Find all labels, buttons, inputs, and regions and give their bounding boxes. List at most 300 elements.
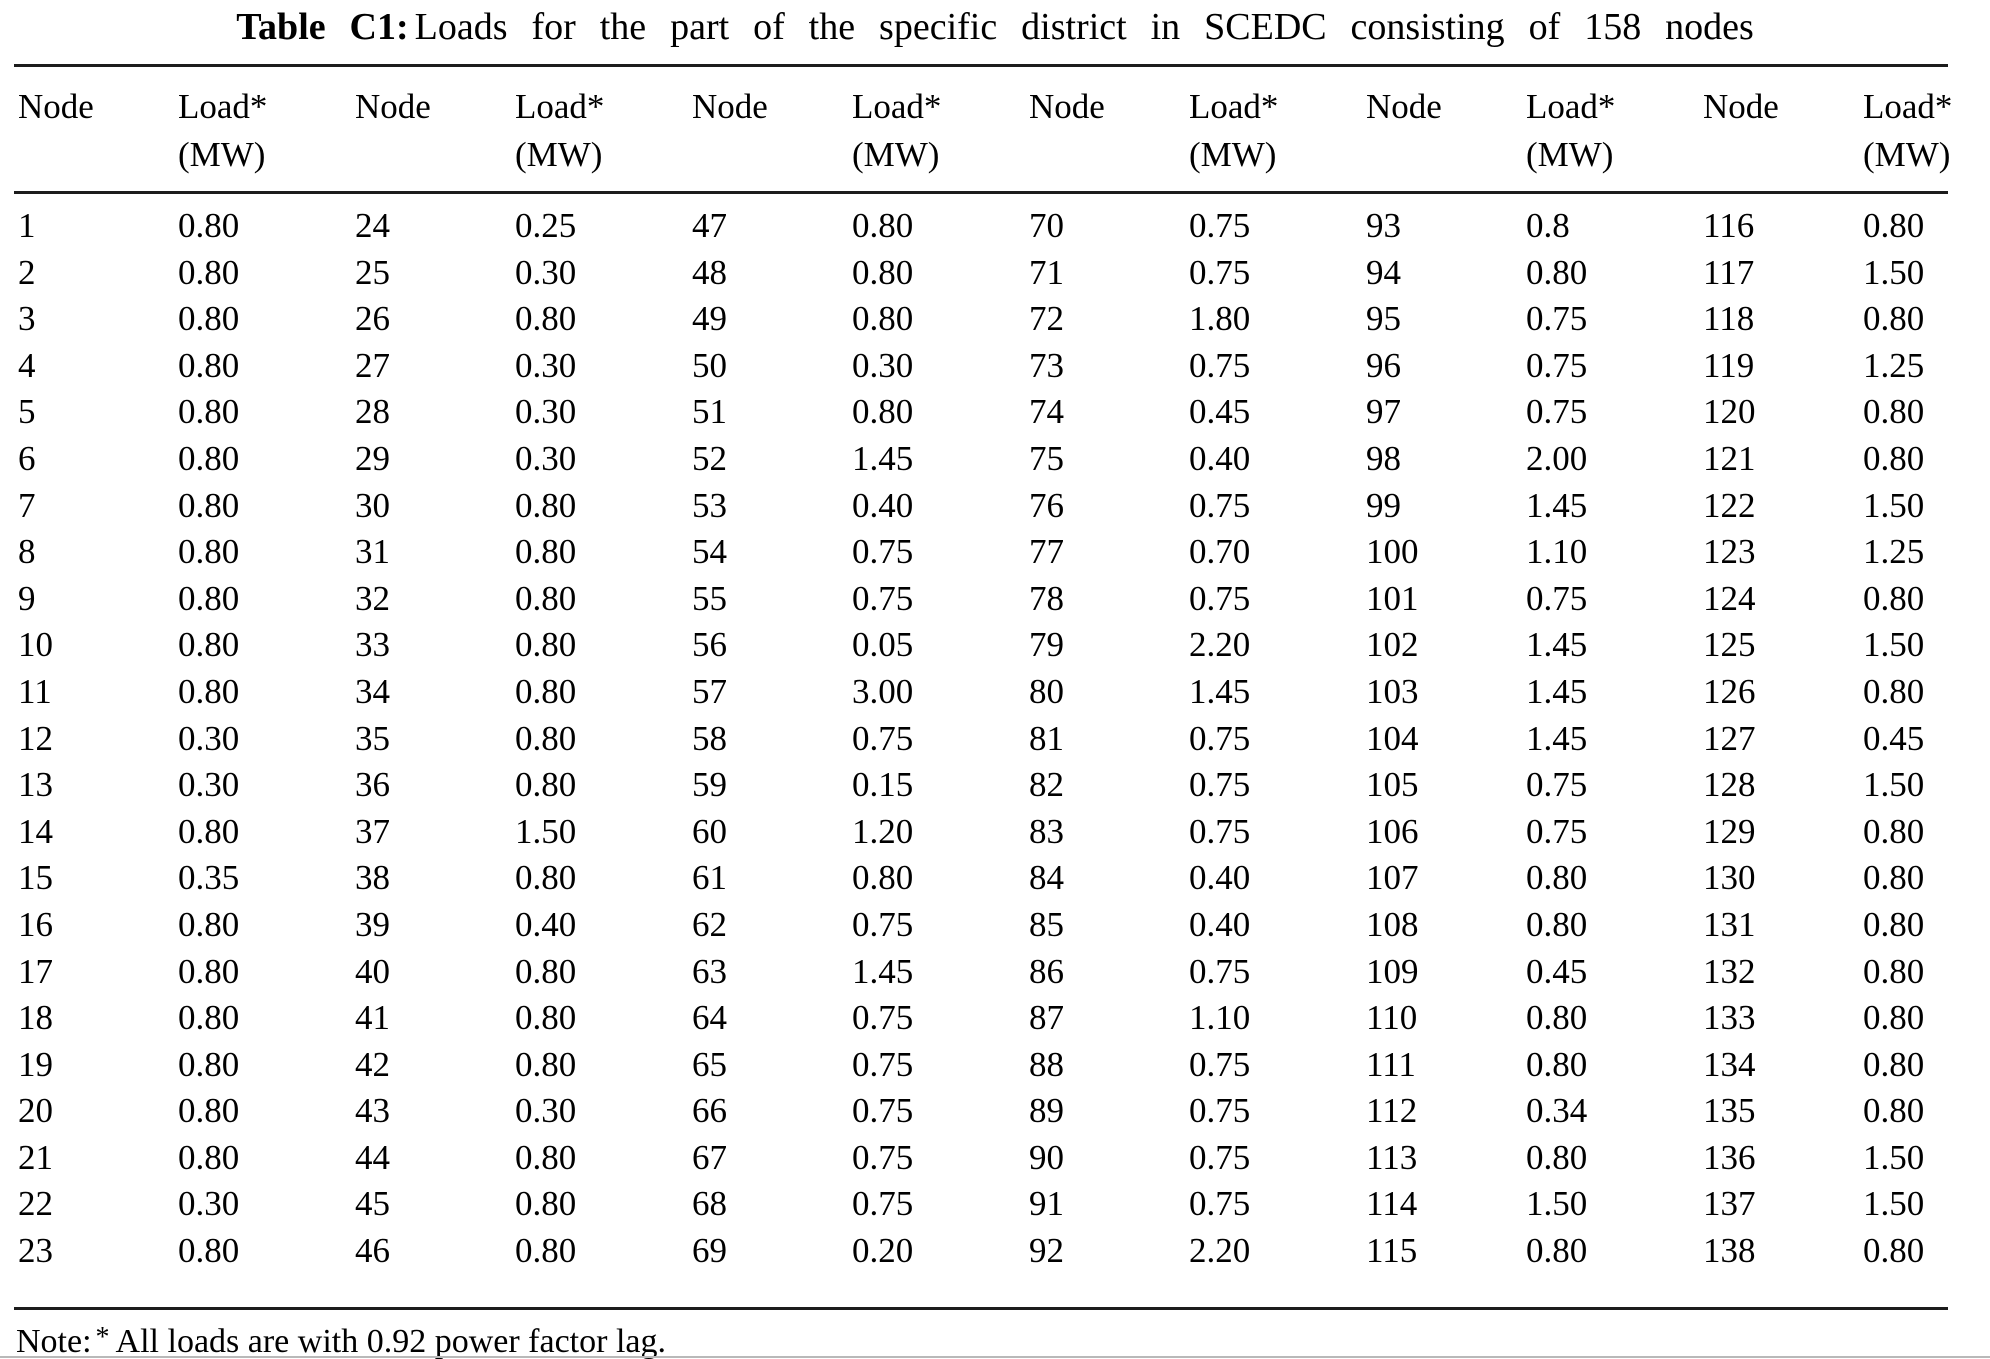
load-cell: 0.80 [178,671,240,711]
node-cell: 41 [355,998,390,1038]
node-cell: 70 [1029,206,1064,245]
node-cell: 57 [692,671,727,711]
load-cell: 2.20 [1189,625,1251,665]
col-header-node: Node [1699,66,1859,193]
table-row [14,1181,1948,1228]
load-cell: 1.10 [1526,532,1588,572]
node-cell: 102 [1366,625,1419,665]
load-cell: 1.50 [1863,625,1925,665]
load-cell: 0.30 [515,438,577,478]
node-cell: 88 [1029,1044,1064,1084]
node-cell: 38 [355,858,390,898]
node-cell: 4 [18,345,36,385]
table-row [14,483,1948,530]
load-cell: 1.45 [852,438,914,478]
load-cell: 1.50 [1863,485,1925,525]
load-cell: 0.34 [1526,1091,1588,1131]
node-cell: 128 [1703,765,1756,805]
page-bottom-rule [0,1356,1990,1358]
load-cell: 0.75 [852,904,914,944]
node-cell: 94 [1366,252,1401,292]
node-cell: 106 [1366,811,1419,851]
load-cell: 0.80 [515,485,577,525]
node-cell: 77 [1029,532,1064,572]
load-cell: 0.30 [178,765,240,805]
node-cell: 62 [692,904,727,944]
node-cell: 126 [1703,671,1756,711]
node-cell: 133 [1703,998,1756,1038]
node-cell: 17 [18,951,53,991]
load-cell: 0.80 [515,532,577,572]
node-cell: 80 [1029,671,1064,711]
load-cell: 0.25 [515,206,577,245]
node-cell: 64 [692,998,727,1038]
load-cell: 0.80 [1863,1091,1925,1131]
node-cell: 132 [1703,951,1756,991]
load-cell: 0.75 [1189,252,1251,292]
node-cell: 125 [1703,625,1756,665]
node-cell: 26 [355,299,390,339]
load-cell: 0.75 [852,1044,914,1084]
node-cell: 37 [355,811,390,851]
load-cell: 0.75 [1189,811,1251,851]
load-cell: 0.80 [1526,858,1588,898]
node-cell: 115 [1366,1231,1418,1271]
node-cell: 107 [1366,858,1419,898]
node-cell: 49 [692,299,727,339]
load-cell: 0.80 [1526,252,1588,292]
load-cell: 1.45 [852,951,914,991]
col-header-load: Load* (MW) [1859,66,1948,193]
node-cell: 74 [1029,392,1064,432]
node-cell: 7 [18,485,36,525]
table-row [14,1135,1948,1182]
load-cell: 0.80 [1863,951,1925,991]
node-cell: 42 [355,1044,390,1084]
node-cell: 98 [1366,438,1401,478]
load-cell: 0.80 [1863,578,1925,618]
load-cell: 0.80 [178,904,240,944]
load-cell: 0.80 [1863,998,1925,1038]
load-cell: 0.80 [178,438,240,478]
table-row [14,389,1948,436]
load-cell: 0.80 [1863,858,1925,898]
node-cell: 87 [1029,998,1064,1038]
node-cell: 51 [692,392,727,432]
node-cell: 45 [355,1184,390,1224]
node-cell: 24 [355,206,390,245]
load-cell: 0.80 [1526,1044,1588,1084]
node-cell: 53 [692,485,727,525]
load-cell: 0.75 [1526,392,1588,432]
loads-table [14,64,1953,1310]
col-header-node: Node [1362,66,1522,193]
node-cell: 96 [1366,345,1401,385]
node-cell: 112 [1366,1091,1418,1131]
load-cell: 0.40 [1189,438,1251,478]
load-cell: 0.75 [852,532,914,572]
load-cell: 0.80 [515,858,577,898]
load-cell: 0.80 [178,578,240,618]
load-cell: 0.80 [178,951,240,991]
node-cell: 55 [692,578,727,618]
node-cell: 35 [355,718,390,758]
node-cell: 93 [1366,206,1401,245]
load-cell: 0.75 [1526,299,1588,339]
load-cell: 0.40 [1189,904,1251,944]
node-cell: 91 [1029,1184,1064,1224]
load-cell: 0.80 [178,299,240,339]
node-cell: 124 [1703,578,1756,618]
load-cell: 1.80 [1189,299,1251,339]
node-cell: 83 [1029,811,1064,851]
load-cell: 0.75 [1526,811,1588,851]
load-cell: 0.80 [178,345,240,385]
load-cell: 0.45 [1863,718,1925,758]
node-cell: 12 [18,718,53,758]
node-cell: 31 [355,532,390,572]
load-cell: 0.40 [515,904,577,944]
load-cell: 1.45 [1189,671,1251,711]
load-cell: 1.20 [852,811,914,851]
node-cell: 40 [355,951,390,991]
load-cell: 0.80 [178,392,240,432]
load-cell: 0.80 [515,671,577,711]
table-header-row [14,66,1948,193]
node-cell: 68 [692,1184,727,1224]
load-cell: 0.30 [515,392,577,432]
node-cell: 22 [18,1184,53,1224]
load-cell: 0.75 [1189,1137,1251,1177]
load-cell: 0.80 [515,1137,577,1177]
note-prefix: Note: [16,1322,92,1359]
node-cell: 134 [1703,1044,1756,1084]
table-title-label: Table C1: [236,6,409,48]
node-cell: 130 [1703,858,1756,898]
node-cell: 103 [1366,671,1419,711]
node-cell: 89 [1029,1091,1064,1131]
node-cell: 16 [18,904,53,944]
load-cell: 0.80 [1526,998,1588,1038]
col-header-load: Load* (MW) [848,66,1025,193]
node-cell: 23 [18,1231,53,1271]
load-cell: 1.45 [1526,485,1588,525]
table-row [14,250,1948,297]
load-cell: 0.75 [1189,1044,1251,1084]
node-cell: 75 [1029,438,1064,478]
table-row [14,949,1948,996]
node-cell: 105 [1366,765,1419,805]
node-cell: 43 [355,1091,390,1131]
table-title [0,0,1990,52]
load-cell: 0.75 [1189,1091,1251,1131]
table-row [14,622,1948,669]
col-header-load: Load* (MW) [1522,66,1699,193]
table-row [14,193,1948,250]
load-cell: 2.00 [1526,438,1588,478]
node-cell: 97 [1366,392,1401,432]
node-cell: 1 [18,206,36,245]
load-cell: 0.35 [178,858,240,898]
node-cell: 32 [355,578,390,618]
table-row [14,1042,1948,1089]
load-cell: 0.70 [1189,532,1251,572]
col-header-node: Node [14,66,174,193]
load-cell: 0.75 [1526,765,1588,805]
load-cell: 0.80 [1526,904,1588,944]
load-cell: 0.80 [178,998,240,1038]
node-cell: 10 [18,625,53,665]
node-cell: 5 [18,392,36,432]
node-cell: 28 [355,392,390,432]
load-cell: 0.80 [515,578,577,618]
load-cell: 0.40 [1189,858,1251,898]
node-cell: 114 [1366,1184,1418,1224]
table-row [14,343,1948,390]
load-cell: 0.80 [178,532,240,572]
load-cell: 0.80 [515,1044,577,1084]
node-cell: 58 [692,718,727,758]
node-cell: 72 [1029,299,1064,339]
node-cell: 33 [355,625,390,665]
node-cell: 117 [1703,252,1755,292]
node-cell: 34 [355,671,390,711]
table-row [14,296,1948,343]
node-cell: 30 [355,485,390,525]
node-cell: 56 [692,625,727,665]
col-header-node: Node [1025,66,1185,193]
node-cell: 111 [1366,1044,1416,1084]
load-cell: 0.80 [515,625,577,665]
load-cell: 1.50 [1863,765,1925,805]
node-cell: 100 [1366,532,1419,572]
col-header-node: Node [351,66,511,193]
load-cell: 3.00 [852,671,914,711]
node-cell: 52 [692,438,727,478]
node-cell: 69 [692,1231,727,1271]
table-row [14,902,1948,949]
load-cell: 0.75 [852,578,914,618]
table-row [14,529,1948,576]
table-row [14,1088,1948,1135]
node-cell: 127 [1703,718,1756,758]
load-cell: 0.80 [515,951,577,991]
node-cell: 118 [1703,299,1755,339]
load-cell: 0.75 [1189,765,1251,805]
load-cell: 0.80 [1863,1044,1925,1084]
node-cell: 9 [18,578,36,618]
node-cell: 120 [1703,392,1756,432]
col-header-load: Load* (MW) [1185,66,1362,193]
load-cell: 2.20 [1189,1231,1251,1271]
load-cell: 0.05 [852,625,914,665]
node-cell: 85 [1029,904,1064,944]
node-cell: 116 [1703,206,1755,245]
node-cell: 65 [692,1044,727,1084]
load-cell: 0.80 [178,485,240,525]
node-cell: 6 [18,438,36,478]
node-cell: 92 [1029,1231,1064,1271]
load-cell: 1.45 [1526,625,1588,665]
load-cell: 0.30 [515,252,577,292]
load-cell: 0.80 [1526,1231,1588,1271]
node-cell: 44 [355,1137,390,1177]
col-header-load: Load* (MW) [511,66,688,193]
node-cell: 73 [1029,345,1064,385]
node-cell: 81 [1029,718,1064,758]
node-cell: 39 [355,904,390,944]
table-note [16,1320,1990,1359]
table-row [14,1228,1948,1308]
table-row [14,716,1948,763]
load-cell: 0.80 [515,765,577,805]
load-cell: 0.30 [515,345,577,385]
table-row [14,669,1948,716]
load-cell: 0.80 [178,206,240,245]
load-cell: 0.8 [1526,206,1570,245]
load-cell: 0.75 [852,1184,914,1224]
node-cell: 48 [692,252,727,292]
node-cell: 108 [1366,904,1419,944]
load-cell: 0.80 [852,206,914,245]
load-cell: 0.80 [1863,438,1925,478]
note-text: All loads are with 0.92 power factor lag. [115,1322,666,1359]
node-cell: 86 [1029,951,1064,991]
node-cell: 21 [18,1137,53,1177]
node-cell: 113 [1366,1137,1418,1177]
node-cell: 25 [355,252,390,292]
load-cell: 0.75 [1189,206,1251,245]
node-cell: 121 [1703,438,1756,478]
node-cell: 20 [18,1091,53,1131]
load-cell: 1.45 [1526,671,1588,711]
load-cell: 0.80 [178,1044,240,1084]
load-cell: 0.80 [515,998,577,1038]
load-cell: 0.75 [1189,578,1251,618]
load-cell: 0.30 [852,345,914,385]
load-cell: 0.80 [178,1231,240,1271]
load-cell: 0.75 [1189,1184,1251,1224]
load-cell: 0.80 [1863,671,1925,711]
node-cell: 50 [692,345,727,385]
load-cell: 0.75 [852,1091,914,1131]
load-cell: 0.80 [515,299,577,339]
table-row [14,576,1948,623]
node-cell: 123 [1703,532,1756,572]
load-cell: 0.80 [852,252,914,292]
load-cell: 0.80 [178,1137,240,1177]
table-title-text: Loads for the part of the specific district in SCEDC consisting of 158 nodes [414,6,1754,48]
load-cell: 0.80 [852,392,914,432]
node-cell: 8 [18,532,36,572]
table-header [14,66,1953,193]
node-cell: 63 [692,951,727,991]
load-cell: 0.80 [1863,904,1925,944]
load-cell: 0.30 [178,1184,240,1224]
load-cell: 0.75 [1189,951,1251,991]
node-cell: 60 [692,811,727,851]
node-cell: 109 [1366,951,1419,991]
load-cell: 0.80 [178,625,240,665]
node-cell: 19 [18,1044,53,1084]
node-cell: 67 [692,1137,727,1177]
node-cell: 3 [18,299,36,339]
node-cell: 135 [1703,1091,1756,1131]
load-cell: 0.75 [1526,578,1588,618]
node-cell: 18 [18,998,53,1038]
load-cell: 0.80 [515,1231,577,1271]
table-row [14,436,1948,483]
node-cell: 47 [692,206,727,245]
col-header-node: Node [688,66,848,193]
node-cell: 66 [692,1091,727,1131]
load-cell: 0.45 [1526,951,1588,991]
node-cell: 2 [18,252,36,292]
load-cell: 1.50 [1526,1184,1588,1224]
load-cell: 1.50 [1863,1184,1925,1224]
node-cell: 15 [18,858,53,898]
load-cell: 0.80 [852,299,914,339]
load-cell: 0.75 [1189,345,1251,385]
node-cell: 99 [1366,485,1401,525]
table-row [14,855,1948,902]
load-cell: 0.80 [1526,1137,1588,1177]
load-cell: 0.80 [1863,206,1925,245]
load-cell: 0.80 [1863,811,1925,851]
load-cell: 0.80 [852,858,914,898]
load-cell: 1.50 [1863,1137,1925,1177]
node-cell: 122 [1703,485,1756,525]
node-cell: 129 [1703,811,1756,851]
table-row [14,995,1948,1042]
load-cell: 0.40 [852,485,914,525]
node-cell: 104 [1366,718,1419,758]
node-cell: 79 [1029,625,1064,665]
load-cell: 0.75 [1189,485,1251,525]
node-cell: 90 [1029,1137,1064,1177]
load-cell: 0.30 [178,718,240,758]
node-cell: 29 [355,438,390,478]
load-cell: 0.80 [1863,392,1925,432]
load-cell: 1.10 [1189,998,1251,1038]
node-cell: 71 [1029,252,1064,292]
load-cell: 0.80 [515,1184,577,1224]
node-cell: 76 [1029,485,1064,525]
table-body [14,193,1948,1309]
node-cell: 27 [355,345,390,385]
load-cell: 0.45 [1189,392,1251,432]
col-header-load: Load* (MW) [174,66,351,193]
node-cell: 11 [18,671,52,711]
load-cell: 0.80 [1863,299,1925,339]
node-cell: 136 [1703,1137,1756,1177]
node-cell: 54 [692,532,727,572]
node-cell: 82 [1029,765,1064,805]
load-cell: 0.30 [515,1091,577,1131]
table-row [14,762,1948,809]
node-cell: 131 [1703,904,1756,944]
load-cell: 0.80 [178,252,240,292]
node-cell: 95 [1366,299,1401,339]
load-cell: 1.25 [1863,345,1925,385]
load-cell: 0.75 [852,998,914,1038]
load-cell: 0.75 [852,1137,914,1177]
load-cell: 0.80 [178,1091,240,1131]
load-cell: 1.50 [1863,252,1925,292]
load-cell: 0.75 [1526,345,1588,385]
load-cell: 0.80 [178,811,240,851]
note-star-icon: * [95,1321,110,1353]
